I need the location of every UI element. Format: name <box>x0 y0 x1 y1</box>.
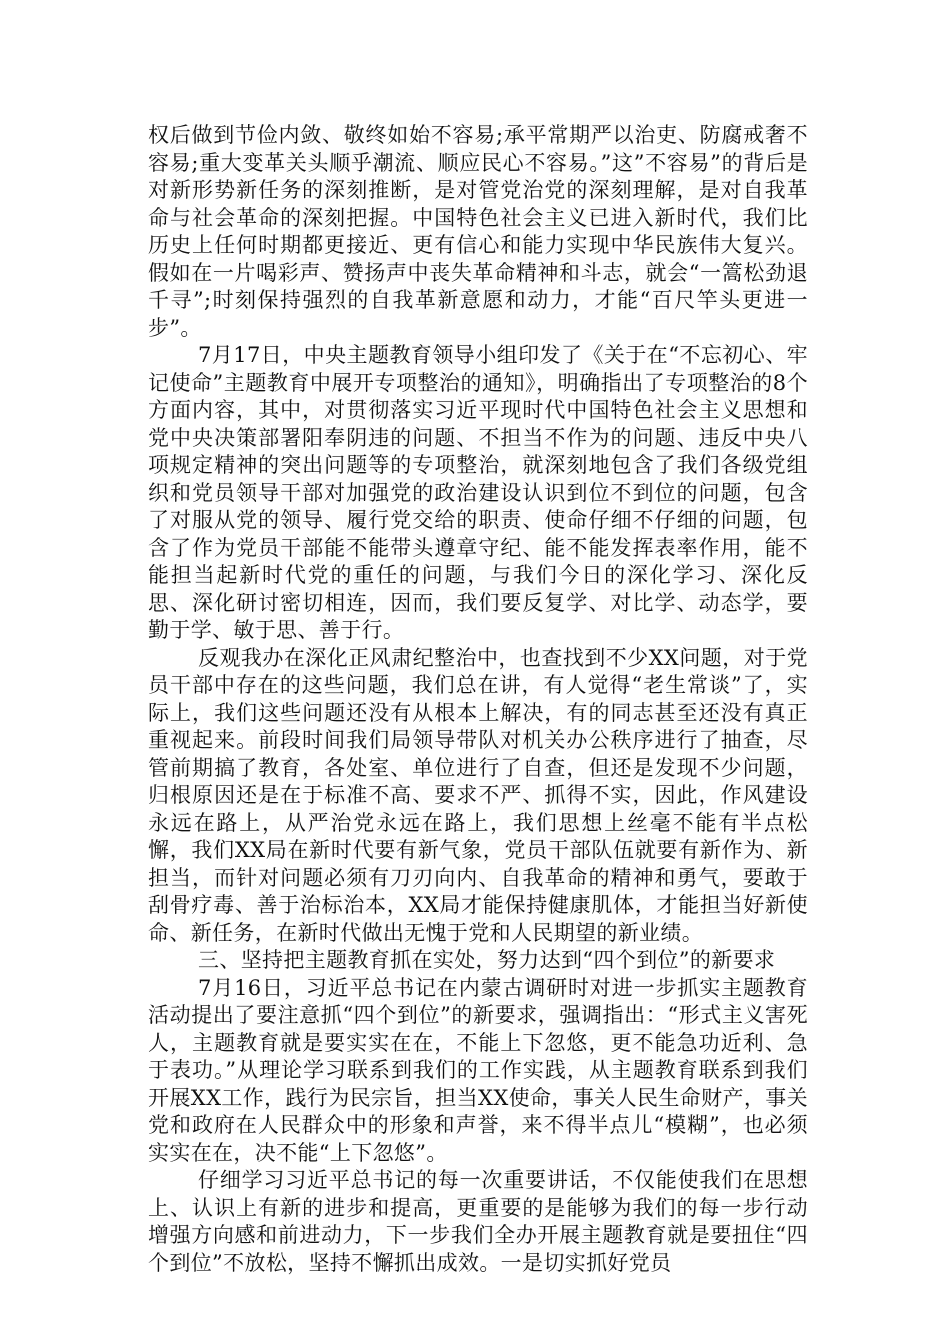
paragraph-study-speeches: 仔细学习习近平总书记的每一次重要讲话，不仅能使我们在思想上、认识上有新的进步和提高，更重要的是能够为我们的每一步行动增强方向感和前进动力，下一步我们全办开展主题教育就是要扭住“四个到位”不放松，坚持不懈抓出成效。一是切实抓好党员 <box>148 1168 808 1275</box>
paragraph-special-rectification: 7月17日，中央主题教育领导小组印发了《关于在“不忘初心、牢记使命”主题教育中展开专项整治的通知》，明确指出了专项整治的8个方面内容，其中，对贯彻落实习近平现时代中国特色社会主义思想和党中央决策部署阳奉阴违的问题、不担当不作为的问题、违反中央八项规定精神的突出问题等的专项整治，就深刻地包含了我们各级党组织和党员领导干部对加强党的政治建设认识到位不到位的问题，包含了对服从党的领导、履行党交给的职责、使命仔细不仔细的问题，包含了作为党员干部能不能带头遵章守纪、能不能发挥表率作用，能不能担当起新时代党的重任的问题，与我们今日的深化学习、深化反思、深化研讨密切相连，因而，我们要反复学、对比学、动态学，要勤于学、敏于思、善于行。 <box>148 343 808 642</box>
paragraph-self-review: 反观我办在深化正风肃纪整治中，也查找到不少XX问题，对于党员干部中存在的这些问题，我们总在讲，有人觉得“老生常谈”了，实际上，我们这些问题还没有从根本上解决，有的同志甚至还没有真正重视起来。前段时间我们局领导带队对机关办公秩序进行了抽查，尽管前期搞了教育，各处室、单位进行了自查，但还是发现不少问题，归根原因还是在于标准不高、要求不严、抓得不实，因此，作风建设永远在路上，从严治党永远在路上，我们思想上丝毫不能有半点松懈，我们XX局在新时代要有新气象，党员干部队伍就要有新作为、新担当，而针对问题必须有刀刃向内、自我革命的精神和勇气，要敢于刮骨疗毒、善于治标治本，XX局才能保持健康肌体，才能担当好新使命、新任务，在新时代做出无愧于党和人民期望的新业绩。 <box>148 645 808 945</box>
paragraph-four-in-place: 7月16日，习近平总书记在内蒙古调研时对进一步抓实主题教育活动提出了要注意抓“四个到位”的新要求，强调指出：“形式主义害死人，主题教育就是要实实在在，不能上下忽悠，更不能急功近利、急于表功。”从理论学习联系到我们的工作实践，从主题教育联系到我们开展XX工作，践行为民宗旨，担当XX使命，事关人民生命财产，事关党和政府在人民群众中的形象和声誉，来不得半点儿“模糊”，也必须实实在在，决不能“上下忽悠”。 <box>148 975 808 1165</box>
paragraph-continuation: 权后做到节俭内敛、敬终如始不容易;承平常期严以治吏、防腐戒奢不容易;重大变革关头顺乎潮流、顺应民心不容易。”这”不容易”的背后是对新形势新任务的深刻推断，是对管党治党的深刻理解，是对自我革命与社会革命的深刻把握。中国特色社会主义已进入新时代，我们比历史上任何时期都更接近、更有信心和能力实现中华民族伟大复兴。假如在一片喝彩声、赞扬声中丧失革命精神和斗志，就会“一篙松劲退千寻”;时刻保持强烈的自我革新意愿和动力，才能“百尺竿头更进一步”。 <box>148 123 808 340</box>
document-page <box>148 122 808 1277</box>
section-heading-three: 三、坚持把主题教育抓在实处，努力达到“四个到位”的新要求 <box>198 948 776 972</box>
